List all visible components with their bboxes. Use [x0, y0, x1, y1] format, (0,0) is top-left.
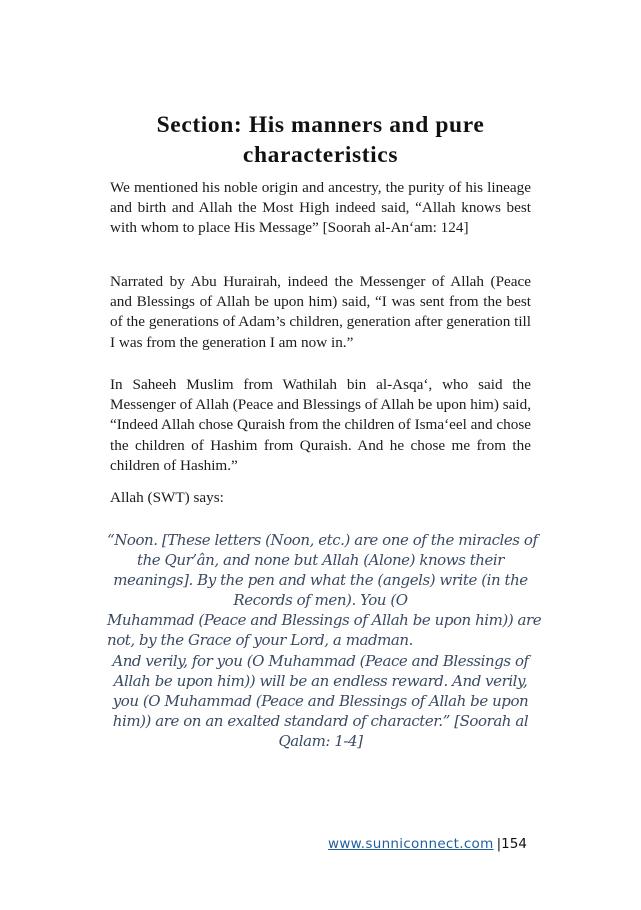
paragraph-noble-origin: We mentioned his noble origin and ancestry, the purity of his lineage and birth and Allah the Most High indeed said, “Allah knows best with whom to place His Message” [Soorah al-An‘am: 124] — [110, 179, 531, 237]
quote-line: Records of men). You (O — [233, 591, 408, 610]
website-link[interactable]: www.sunniconnect.com — [328, 836, 494, 852]
quote-line: the Qur’ân, and none but Allah (Alone) knows their — [137, 551, 504, 570]
quote-line: him)) are on an exalted standard of character.” [Soorah al — [112, 711, 529, 730]
quote-line: And verily, for you (O Muhammad (Peace and Blessings of — [112, 651, 529, 670]
section-title-line-2: characteristics — [242, 142, 399, 168]
paragraph-abu-hurairah-narration: Narrated by Abu Hurairah, indeed the Messenger of Allah (Peace and Blessings of Allah be upon him) said, “I was sent from the best of the generations of Adam’s children, generation after generation till I was from the generation I am now in.” — [110, 273, 531, 351]
paragraph-saheeh-muslim-narration: In Saheeh Muslim from Wathilah bin al-Asqa‘, who said the Messenger of Allah (Peace and Blessings of Allah be upon him) said, “Indeed Allah chose Quraish from the children of Isma‘eel and chose the children of Hashim from Quraish. And he chose me from the children of Hashim.” — [110, 376, 531, 474]
quote-line: Qalam: 1-4] — [278, 731, 363, 750]
page-number: 154 — [501, 836, 527, 852]
footer-separator: | — [496, 836, 502, 852]
quote-line: Muhammad (Peace and Blessings of Allah be upon him)) are — [107, 611, 542, 630]
quran-quote — [107, 530, 542, 751]
section-title — [110, 110, 531, 170]
paragraph-allah-says: Allah (SWT) says: — [110, 489, 224, 506]
page-footer — [328, 835, 527, 853]
section-title-line-1: Section: His manners and pure — [156, 112, 485, 138]
quote-line: meanings]. By the pen and what the (angels) write (in the — [113, 571, 528, 590]
quote-line: Allah be upon him)) will be an endless reward. And verily, — [113, 671, 528, 690]
quote-line: not, by the Grace of your Lord, a madman. — [107, 631, 413, 650]
quote-line: you (O Muhammad (Peace and Blessings of Allah be upon — [112, 691, 529, 710]
quote-line: “Noon. [These letters (Noon, etc.) are one of the miracles of — [107, 531, 538, 549]
